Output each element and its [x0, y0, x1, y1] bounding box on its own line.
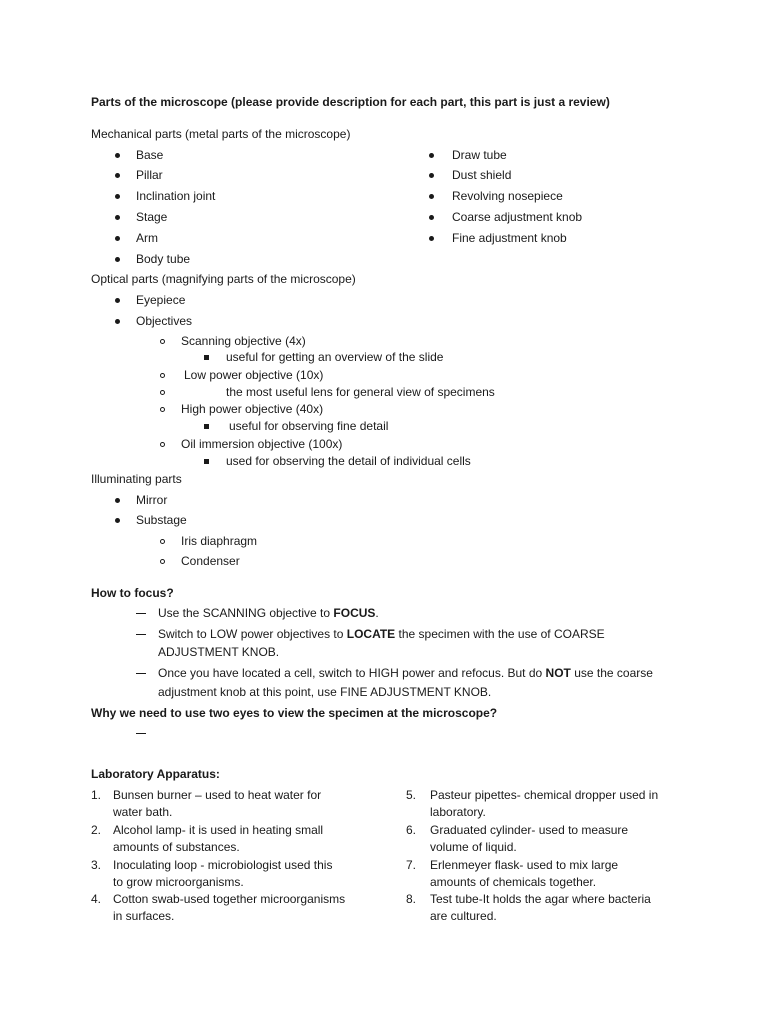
apparatus-item: Inoculating loop - microbiologist used this	[113, 858, 333, 872]
apparatus-item: Cotton swab-used together microorganisms	[113, 892, 346, 906]
list-item: Iris diaphragm	[181, 534, 258, 548]
list-item: Mirror	[136, 493, 168, 507]
objective-desc: useful for getting an overview of the slide	[226, 350, 444, 364]
objective-desc: used for observing the detail of individual cells	[226, 454, 471, 468]
bullet-icon	[115, 319, 120, 324]
list-item: Draw tube	[452, 148, 507, 162]
circle-bullet-icon	[160, 390, 165, 395]
list-number: 6.	[406, 823, 417, 837]
list-item: Base	[136, 148, 164, 162]
document-heading: Parts of the microscope (please provide description for each part, this part is just a review)	[91, 95, 610, 109]
objective-name: Low power objective (10x)	[184, 368, 324, 382]
apparatus-item-continued: amounts of chemicals together.	[430, 875, 597, 889]
list-number: 1.	[91, 788, 102, 802]
square-bullet-icon	[204, 424, 209, 429]
focus-step-continued: adjustment knob at this point, use FINE ADJUSTMENT KNOB.	[158, 685, 492, 699]
objective-desc: useful for observing fine detail	[229, 419, 389, 433]
list-item: Coarse adjustment knob	[452, 210, 583, 224]
mechanical-heading: Mechanical parts (metal parts of the microscope)	[91, 127, 351, 141]
illuminating-heading: Illuminating parts	[91, 472, 182, 486]
focus-heading: How to focus?	[91, 586, 174, 600]
objective-name: High power objective (40x)	[181, 402, 324, 416]
apparatus-item-continued: in surfaces.	[113, 909, 175, 923]
focus-step: Once you have located a cell, switch to HIGH power and refocus. But do NOT use the coarse	[158, 666, 653, 680]
bullet-icon	[115, 173, 120, 178]
apparatus-item-continued: water bath.	[113, 805, 173, 819]
apparatus-item-continued: laboratory.	[430, 805, 486, 819]
bullet-icon	[115, 518, 120, 523]
apparatus-item: Erlenmeyer flask- used to mix large	[430, 858, 619, 872]
list-item: Inclination joint	[136, 189, 216, 203]
list-item: Eyepiece	[136, 293, 186, 307]
bullet-icon	[115, 498, 120, 503]
list-number: 8.	[406, 892, 417, 906]
list-item: Stage	[136, 210, 168, 224]
bullet-icon	[115, 236, 120, 241]
apparatus-item: Test tube-It holds the agar where bacteria	[430, 892, 651, 906]
bullet-icon	[429, 236, 434, 241]
circle-bullet-icon	[160, 339, 165, 344]
circle-bullet-icon	[160, 559, 165, 564]
focus-step: Switch to LOW power objectives to LOCATE the specimen with the use of COARSE	[158, 627, 605, 641]
bullet-icon	[115, 153, 120, 158]
list-item: Dust shield	[452, 168, 512, 182]
circle-bullet-icon	[160, 373, 165, 378]
square-bullet-icon	[204, 355, 209, 360]
bullet-icon	[429, 173, 434, 178]
list-number: 4.	[91, 892, 102, 906]
objective-desc: the most useful lens for general view of specimens	[226, 385, 495, 399]
apparatus-item-continued: are cultured.	[430, 909, 497, 923]
focus-step: Use the SCANNING objective to FOCUS.	[158, 606, 379, 620]
focus-step-continued: ADJUSTMENT KNOB.	[158, 645, 280, 659]
list-item: Objectives	[136, 314, 193, 328]
bullet-icon	[115, 257, 120, 262]
apparatus-heading: Laboratory Apparatus:	[91, 767, 220, 781]
bullet-icon	[115, 194, 120, 199]
circle-bullet-icon	[160, 539, 165, 544]
apparatus-item: Pasteur pipettes- chemical dropper used in	[430, 788, 659, 802]
apparatus-item-continued: volume of liquid.	[430, 840, 517, 854]
dash-bullet-icon	[136, 634, 146, 635]
bullet-icon	[115, 298, 120, 303]
bullet-icon	[429, 194, 434, 199]
list-item: Revolving nosepiece	[452, 189, 563, 203]
list-number: 7.	[406, 858, 417, 872]
two-eyes-heading: Why we need to use two eyes to view the specimen at the microscope?	[91, 706, 498, 720]
objective-name: Oil immersion objective (100x)	[181, 437, 343, 451]
list-item: Condenser	[181, 554, 240, 568]
bullet-icon	[429, 215, 434, 220]
apparatus-item: Graduated cylinder- used to measure	[430, 823, 629, 837]
circle-bullet-icon	[160, 442, 165, 447]
apparatus-item-continued: amounts of substances.	[113, 840, 240, 854]
list-item: Arm	[136, 231, 158, 245]
list-number: 2.	[91, 823, 102, 837]
list-item: Substage	[136, 513, 187, 527]
list-item: Body tube	[136, 252, 191, 266]
dash-bullet-icon	[136, 673, 146, 674]
dash-bullet-icon	[136, 733, 146, 734]
list-number: 3.	[91, 858, 102, 872]
list-item: Fine adjustment knob	[452, 231, 567, 245]
list-item: Pillar	[136, 168, 163, 182]
list-number: 5.	[406, 788, 417, 802]
bullet-icon	[429, 153, 434, 158]
circle-bullet-icon	[160, 407, 165, 412]
square-bullet-icon	[204, 459, 209, 464]
optical-heading: Optical parts (magnifying parts of the microscope)	[91, 272, 356, 286]
bullet-icon	[115, 215, 120, 220]
objective-name: Scanning objective (4x)	[181, 334, 306, 348]
apparatus-item: Alcohol lamp- it is used in heating small	[113, 823, 324, 837]
apparatus-item: Bunsen burner – used to heat water for	[113, 788, 322, 802]
dash-bullet-icon	[136, 613, 146, 614]
apparatus-item-continued: to grow microorganisms.	[113, 875, 244, 889]
